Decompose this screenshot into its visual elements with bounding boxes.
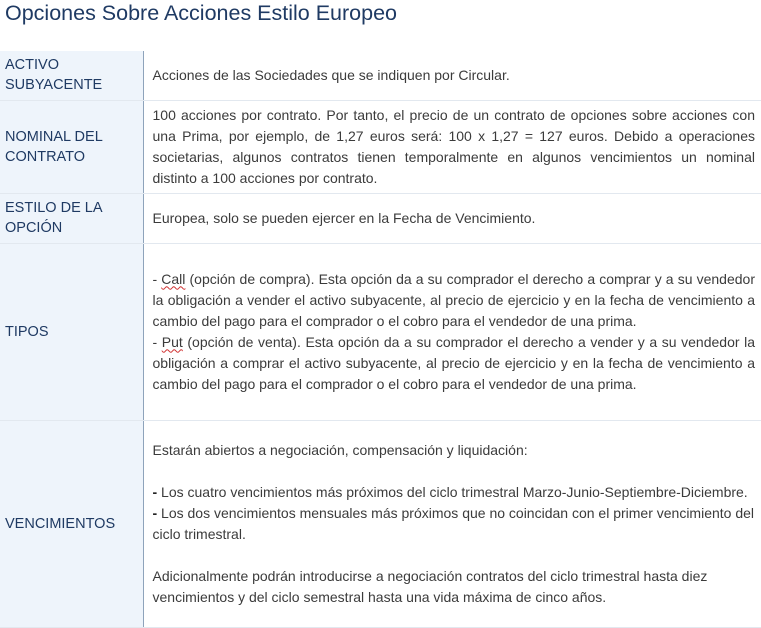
row-label-tipos: TIPOS <box>0 243 143 420</box>
put-prefix: - <box>152 333 162 350</box>
put-word: Put <box>161 333 183 350</box>
vencimientos-bullet-2 <box>153 503 756 545</box>
table-row-tipos <box>0 243 761 420</box>
table-row-estilo <box>0 193 761 243</box>
activo-text: Acciones de las Sociedades que se indiquen por Circular. <box>152 66 510 83</box>
tipos-call-paragraph <box>153 269 756 332</box>
bullet-2-text: Los dos vencimientos mensuales más próximos que no coincidan con el primer vencimiento del ciclo trimestral. <box>152 504 755 542</box>
vencimientos-intro: Estarán abiertos a negociación, compensación y liquidación: <box>152 441 528 458</box>
call-word: Call <box>161 270 186 287</box>
table-row-nominal <box>0 100 761 193</box>
estilo-text: Europea, solo se pueden ejercer en la Fecha de Vencimiento. <box>152 209 536 226</box>
bullet-1-text: Los cuatro vencimientos más próximos del ciclo trimestral Marzo-Junio-Septiembre-Diciembre. <box>157 483 748 500</box>
row-label-vencimientos: VENCIMIENTOS <box>0 420 143 627</box>
row-label-nominal: NOMINAL DEL CONTRATO <box>0 100 143 193</box>
table-row-vencimientos <box>0 420 761 627</box>
spacer <box>153 461 756 482</box>
tipos-put-paragraph <box>153 332 756 395</box>
page-title: Opciones Sobre Acciones Estilo Europeo <box>5 1 398 25</box>
put-text: (opción de venta). Esta opción da a su comprador el derecho a vender y a su vendedor la obligación a comprar el activo subyacente, al precio de ejercicio y en la fecha de vencimiento a cambio del pago para el comprador o el cobro para el vendedor de una prima. <box>152 333 755 392</box>
spacer <box>153 545 756 566</box>
row-label-estilo: ESTILO DE LA OPCIÓN <box>0 193 143 243</box>
bullet-dash: - <box>152 504 158 521</box>
call-text: (opción de compra). Esta opción da a su comprador el derecho a comprar y a su vendedor la obligación a vender el activo subyacente, al precio de ejercicio y en la fecha de vencimiento a cambio del pago para el comprador o el cobro para el vendedor de una prima. <box>152 270 755 329</box>
bullet-dash: - <box>152 483 158 500</box>
row-value-tipos <box>143 243 761 420</box>
row-value-estilo <box>143 193 761 243</box>
row-value-nominal <box>143 100 761 193</box>
nominal-text: 100 acciones por contrato. Por tanto, el precio de un contrato de opciones sobre acciones con una Prima, por ejemplo, de 1,27 euros será: 100 x 1,27 = 127 euros. Debido a operaciones societarias, algunos contratos tienen temporalmente en algunos vencimientos un nominal distinto a 100 acciones por contrato. <box>152 106 755 186</box>
row-label-activo: ACTIVO SUBYACENTE <box>0 51 143 100</box>
contract-spec-table <box>0 51 761 628</box>
table-row-activo <box>0 51 761 100</box>
row-value-vencimientos <box>143 420 761 627</box>
vencimientos-outro: Adicionalmente podrán introducirse a negociación contratos del ciclo trimestral hasta diez vencimientos y del ciclo semestral hasta una vida máxima de cinco años. <box>152 567 708 605</box>
row-value-activo <box>143 51 761 100</box>
vencimientos-bullet-1 <box>153 482 756 503</box>
call-prefix: - <box>152 270 162 287</box>
